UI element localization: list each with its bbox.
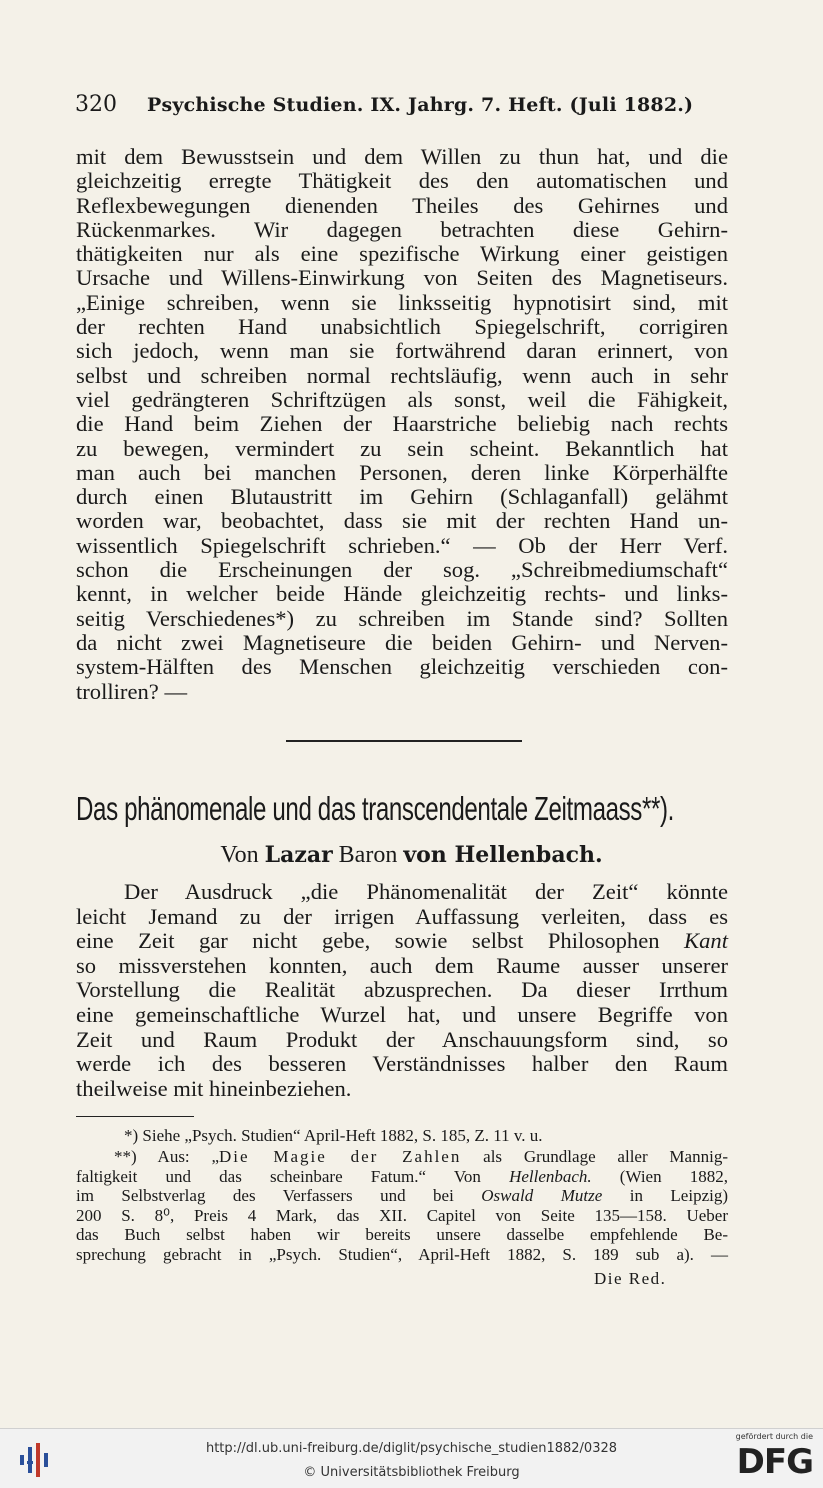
- editor-signature: Die Red.: [594, 1269, 667, 1288]
- text-line: theilweise mit hineinbeziehen.: [76, 1075, 352, 1101]
- text-line: 200 S. 8⁰, Preis 4 Mark, das XII. Capitel von Seite 135—158. Ueber: [76, 1205, 728, 1225]
- text-line: so missverstehen konnten, auch dem Raume ausser unserer: [76, 952, 728, 978]
- author-last-name: von Hellenbach.: [403, 842, 603, 868]
- footnote-1: *) Siehe „Psych. Studien“ April-Heft 1882, S. 185, Z. 11 v. u.: [124, 1126, 543, 1145]
- text-line: Reflexbewegungen dienenden Theiles des Gehirnes und: [76, 192, 728, 218]
- article-paragraph: [76, 880, 728, 1101]
- text-line: „Einige schreiben, wenn sie linksseitig hypnotisirt sind, mit: [76, 289, 728, 315]
- author-title: Baron: [338, 842, 398, 868]
- text-line: trolliren? —: [76, 678, 188, 704]
- text-line: Rückenmarkes. Wir dagegen betrachten diese Gehirn-: [76, 216, 728, 242]
- text-line: viel gedrängteren Schriftzügen als sonst, weil die Fähigkeit,: [76, 386, 728, 412]
- text-segment: (Wien 1882,: [591, 1166, 728, 1186]
- article-author: [0, 842, 823, 869]
- section-divider: [286, 740, 522, 742]
- text-line: seitig Verschiedenes*) zu schreiben im Stande sind? Sollten: [76, 605, 728, 631]
- italic-name: Oswald Mutze: [481, 1186, 603, 1205]
- text-line: leicht Jemand zu der irrigen Auffassung verleiten, dass es: [76, 903, 728, 929]
- paragraph-continued: [76, 145, 728, 704]
- text-line: da nicht zwei Magnetiseure die beiden Gehirn- und Nerven-: [76, 629, 728, 655]
- text-line: durch einen Blutaustritt im Gehirn (Schlaganfall) gelähmt: [76, 484, 728, 510]
- text-line: man auch bei manchen Personen, deren linke Körperhälfte: [76, 459, 728, 485]
- text-line: thätigkeiten nur als eine spezifische Wirkung einer geistigen: [76, 241, 728, 267]
- viewer-footer: [0, 1428, 823, 1488]
- text-line: [76, 1147, 728, 1167]
- italic-name: Hellenbach.: [509, 1166, 592, 1186]
- copyright-notice: © Universitätsbibliothek Freiburg: [303, 1465, 520, 1480]
- footnote-rule: [76, 1116, 194, 1117]
- italic-name: Kant: [684, 928, 728, 954]
- text-line: system-Hälften des Menschen gleichzeitig verschieden con-: [76, 654, 728, 680]
- text-line: Vorstellung die Realität abzusprechen. Da dieser Irrthum: [76, 977, 728, 1003]
- text-line: die Hand beim Ziehen der Haarstriche beliebig nach rechts: [76, 411, 728, 437]
- page-url-link[interactable]: http://dl.ub.uni-freiburg.de/diglit/psychische_studien1882/0328: [205, 1441, 618, 1456]
- text-line: [76, 1167, 728, 1187]
- text-segment: im Selbstverlag des Verfassers und bei: [76, 1186, 482, 1205]
- text-line: der rechten Hand unabsichtlich Spiegelschrift, corrigiren: [76, 314, 728, 340]
- text-line: mit dem Bewusstsein und dem Willen zu thun hat, und die: [76, 144, 728, 169]
- text-segment: als Grundlage aller Mannig-: [461, 1147, 728, 1166]
- text-segment: in Leipzig): [602, 1186, 728, 1205]
- text-segment: eine Zeit gar nicht gebe, sowie selbst Philosophen: [76, 928, 660, 954]
- text-line: wissentlich Spiegelschrift schrieben.“ — Ob der Herr Verf.: [76, 532, 728, 558]
- text-line: Zeit und Raum Produkt der Anschauungsform sind, so: [76, 1026, 728, 1052]
- text-line: eine gemeinschaftliche Wurzel hat, und unsere Begriffe von: [76, 1001, 728, 1027]
- text-line: zu bewegen, vermindert zu sein scheint. Bekanntlich hat: [76, 435, 728, 461]
- text-segment: faltigkeit und das scheinbare Fatum.“ Von: [76, 1166, 510, 1186]
- text-line: worden war, beobachtet, dass sie mit der rechten Hand un-: [76, 508, 728, 534]
- text-line: sich jedoch, wenn man sie fortwährend daran erinnert, von: [76, 338, 728, 364]
- spaced-book-title: Die Magie der Zahlen: [219, 1147, 462, 1166]
- page-number: 320: [75, 92, 117, 117]
- text-line: gleichzeitig erregte Thätigkeit des den automatischen und: [76, 168, 728, 194]
- text-line: schon die Erscheinungen der sog. „Schreibmediumschaft“: [76, 557, 728, 583]
- text-line: werde ich des besseren Verständnisses halber den Raum: [76, 1051, 728, 1077]
- dfg-caption: gefördert durch die: [735, 1432, 813, 1441]
- text-segment: **) Aus: „: [114, 1147, 220, 1166]
- text-line: Ursache und Willens-Einwirkung von Seiten des Magnetiseurs.: [76, 265, 728, 291]
- article-title: Das phänomenale und das transcendentale Zeitmaass**).: [76, 790, 675, 827]
- author-prefix: Von: [220, 842, 259, 868]
- text-line: selbst und schreiben normal rechtsläufig, wenn auch in sehr: [76, 362, 728, 388]
- footnote-2: [76, 1147, 728, 1264]
- dfg-logo: DFG: [736, 1442, 813, 1482]
- text-line: das Buch selbst haben wir bereits unsere dasselbe empfehlende Be-: [76, 1225, 728, 1244]
- text-line: sprechung gebracht in „Psych. Studien“, April-Heft 1882, S. 189 sub a). —: [76, 1244, 728, 1264]
- text-line: [76, 1186, 728, 1206]
- author-first-name: Lazar: [264, 842, 333, 868]
- text-line: Der Ausdruck „die Phänomenalität der Zeit“ könnte: [124, 879, 728, 904]
- text-line: [76, 929, 728, 954]
- running-title: Psychische Studien. IX. Jahrg. 7. Heft. (Juli 1882.): [147, 94, 694, 116]
- text-line: kennt, in welcher beide Hände gleichzeitig rechts- und links-: [76, 581, 728, 607]
